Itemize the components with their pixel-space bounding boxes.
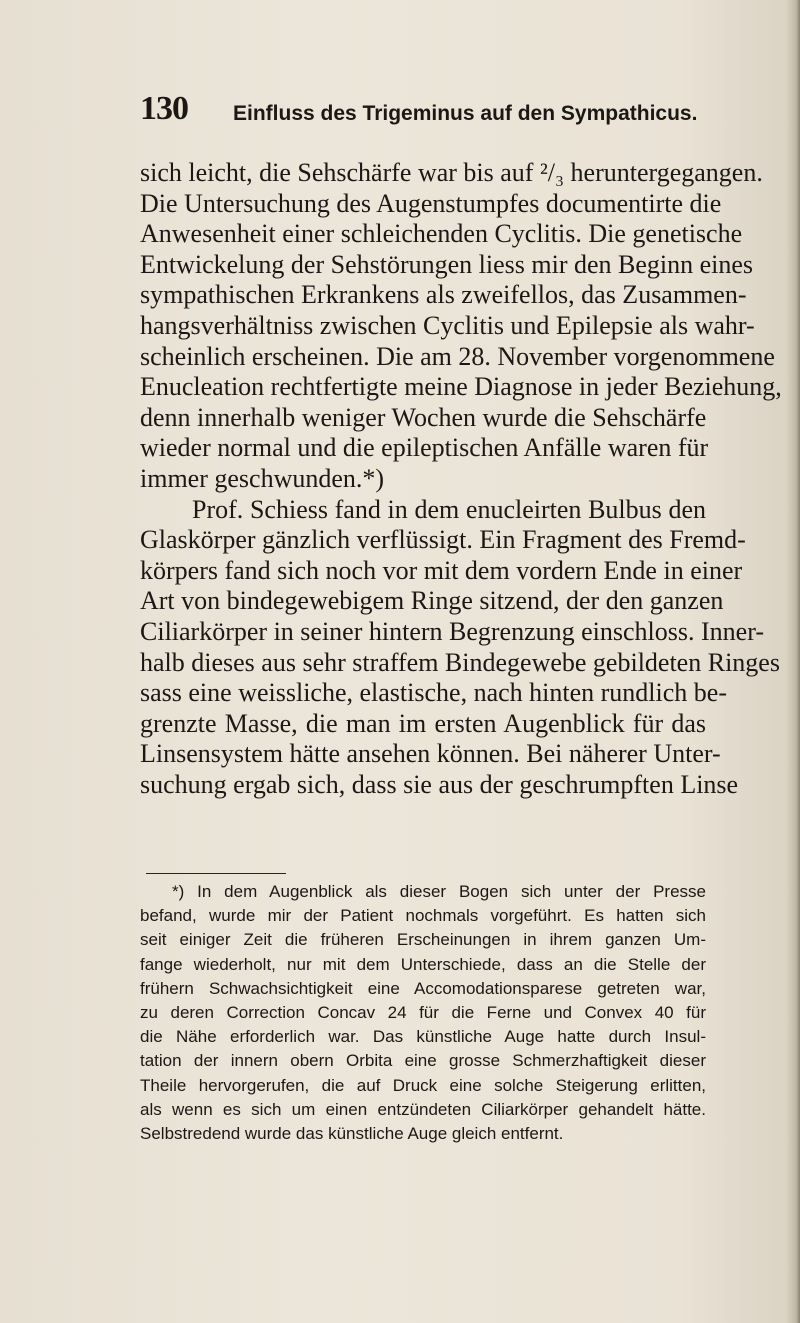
text-line: körpers fand sich noch vor mit dem vordern Ende in einer bbox=[140, 555, 743, 585]
main-text bbox=[140, 158, 782, 800]
text-line: Die Untersuchung des Augenstumpfes documentirte die bbox=[140, 188, 722, 218]
text-line: sympathischen Erkrankens als zweifellos, das Zusammen- bbox=[140, 280, 747, 310]
footnote-line: als wenn es sich um einen entzündeten Ciliarkörper gehandelt hätte. bbox=[140, 1099, 706, 1119]
text-line: Ciliarkörper in seiner hintern Begrenzung einschloss. Inner- bbox=[140, 616, 765, 646]
text-line: Anwesenheit einer schleichenden Cyclitis. Die genetische bbox=[140, 219, 743, 249]
text-line: Linsensystem hätte ansehen können. Bei näherer Unter- bbox=[140, 739, 721, 769]
text-line: Prof. Schiess fand in dem enucleirten Bulbus den bbox=[192, 494, 706, 524]
footnote-line: frühern Schwachsichtigkeit eine Accomodationsparese getreten war, bbox=[140, 978, 706, 998]
text-line: Enucleation rechtfertigte meine Diagnose in jeder Beziehung, bbox=[140, 372, 782, 402]
footnote bbox=[140, 880, 706, 1146]
text-line: wieder normal und die epileptischen Anfälle waren für bbox=[140, 433, 709, 463]
footnote-line: fange wiederholt, nur mit dem Unterschiede, dass an die Stelle der bbox=[140, 954, 706, 974]
footnote-line: *) In dem Augenblick als dieser Bogen sich unter der Presse bbox=[172, 882, 706, 901]
text-line: halb dieses aus sehr straffem Bindegewebe gebildeten Ringes bbox=[140, 647, 780, 677]
footnote-line: Selbstredend wurde das künstliche Auge gleich entfernt. bbox=[140, 1123, 564, 1143]
footnote-line: Theile hervorgerufen, die auf Druck eine solche Steigerung erlitten, bbox=[140, 1075, 706, 1095]
text-line: grenzte Masse, die man im ersten Augenblick für das bbox=[140, 708, 706, 738]
text-line: hangsverhältniss zwischen Cyclitis und Epilepsie als wahr- bbox=[140, 310, 755, 340]
footnote-rule bbox=[146, 873, 286, 874]
text-line: sass eine weissliche, elastische, nach hinten rundlich be- bbox=[140, 678, 727, 708]
text-line: Entwickelung der Sehstörungen liess mir den Beginn eines bbox=[140, 249, 754, 279]
text-line: immer geschwunden.*) bbox=[140, 463, 385, 493]
footnote-line: die Nähe erforderlich war. Das künstliche Auge hatte durch Insul- bbox=[140, 1027, 706, 1047]
running-head: Einfluss des Trigeminus auf den Sympathicus. bbox=[233, 102, 698, 125]
footnote-line: tation der innern obern Orbita eine grosse Schmerzhaftigkeit dieser bbox=[140, 1051, 706, 1071]
footnote-line: befand, wurde mir der Patient nochmals vorgeführt. Es hatten sich bbox=[140, 906, 706, 926]
text-line: suchung ergab sich, dass sie aus der geschrumpften Linse bbox=[140, 769, 739, 799]
page-number: 130 bbox=[140, 90, 188, 127]
page-edge-shadow bbox=[786, 0, 800, 1323]
text-line: denn innerhalb weniger Wochen wurde die Sehschärfe bbox=[140, 402, 707, 432]
text-line: Art von bindegewebigem Ringe sitzend, der den ganzen bbox=[140, 586, 724, 616]
footnote-line: zu deren Correction Concav 24 für die Ferne und Convex 40 für bbox=[140, 1002, 706, 1022]
page-header bbox=[140, 92, 700, 132]
text-line: scheinlich erscheinen. Die am 28. November vorgenommene bbox=[140, 341, 775, 371]
text-line: Glaskörper gänzlich verflüssigt. Ein Fragment des Fremd- bbox=[140, 525, 746, 555]
text-line: sich leicht, die Sehschärfe war bis auf ²/₃ heruntergegangen. bbox=[140, 158, 763, 187]
footnote-line: seit einiger Zeit die früheren Erscheinungen in ihrem ganzen Um- bbox=[140, 930, 706, 950]
